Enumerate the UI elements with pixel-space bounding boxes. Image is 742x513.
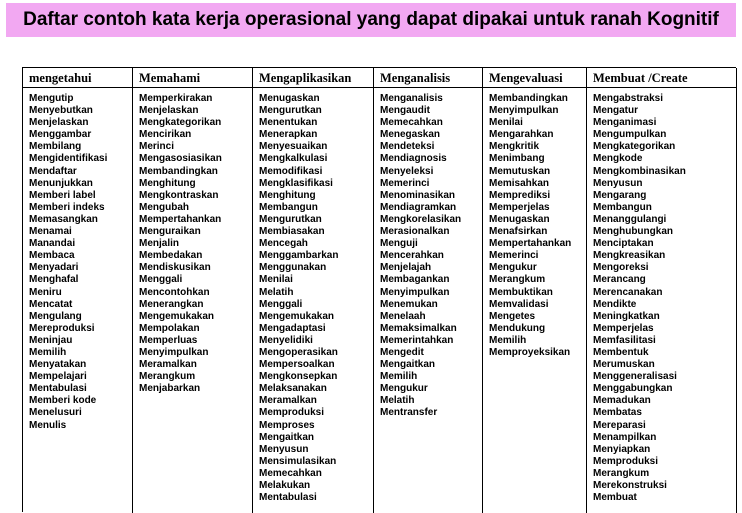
verb-item: Mempelajari [29, 371, 87, 383]
verb-item: Memproyeksikan [489, 346, 571, 358]
verb-item: Menemukan [380, 298, 438, 310]
verb-item: Menentukan [259, 117, 318, 129]
verb-item: Mengoreksi [593, 262, 649, 274]
verb-item: Memperjelas [489, 201, 550, 213]
verb-item: Memodifikasi [259, 165, 323, 177]
verb-item: Mengarahkan [489, 129, 554, 141]
verb-item: Mensimulasikan [259, 455, 337, 467]
verb-item: Merasionalkan [380, 226, 450, 238]
verb-item: Mengkombinasikan [593, 165, 686, 177]
verb-item: Mengubah [139, 201, 189, 213]
verb-item: Mengumpulkan [593, 129, 667, 141]
verb-item: Mencirikan [139, 129, 192, 141]
verb-item: Menghitung [139, 177, 196, 189]
verb-item: Mempolakan [139, 322, 200, 334]
verb-item: Memilih [29, 346, 67, 358]
verb-item: Mengkonsepkan [259, 371, 338, 383]
verb-item: Membiasakan [259, 226, 325, 238]
verb-item: Menafsirkan [489, 226, 548, 238]
verb-item: Menjelaskan [29, 117, 89, 129]
verb-item: Memerinci [489, 250, 539, 262]
verb-item: Membilang [29, 141, 82, 153]
verb-item: Menunjukkan [29, 177, 93, 189]
verb-item: Mendiagnosis [380, 153, 447, 165]
verb-item: Mengukur [380, 383, 428, 395]
verb-table [22, 67, 736, 512]
column-header: Mengaplikasikan [253, 68, 373, 88]
verb-item: Memecahkan [380, 117, 443, 129]
verb-item: Mempertahankan [139, 213, 222, 225]
verb-item: Membedakan [139, 250, 203, 262]
verb-list [23, 88, 132, 432]
verb-item: Menyeleksi [380, 165, 434, 177]
verb-item: Merekonstruksi [593, 480, 667, 491]
verb-item: Membandingkan [489, 93, 568, 104]
verb-item: Menilai [489, 117, 523, 129]
page-title-banner [6, 3, 736, 37]
verb-item: Menguji [380, 238, 418, 250]
verb-item: Menimbang [489, 153, 545, 165]
verb-item: Mengemukakan [259, 310, 335, 322]
verb-item: Menghitung [259, 189, 316, 201]
column-header: mengetahui [23, 68, 132, 88]
verb-item: Meniru [29, 286, 62, 298]
verb-item: Meninjau [29, 334, 73, 346]
verb-item: Mengutip [29, 93, 74, 104]
verb-list [253, 88, 373, 504]
verb-item: Mencatat [29, 298, 73, 310]
verb-item: Merancang [593, 274, 646, 286]
verb-item: Memproduksi [593, 455, 659, 467]
verb-item: Mengukur [489, 262, 537, 274]
verb-item: Mengkalkulasi [259, 153, 328, 165]
verb-item: Mengkontraskan [139, 189, 219, 201]
verb-item: Mencontohkan [139, 286, 210, 298]
verb-item: Merinci [139, 141, 175, 153]
verb-item: Mengasosiasikan [139, 153, 222, 165]
verb-item: Menerapkan [259, 129, 318, 141]
verb-item: Meningkatkan [593, 310, 660, 322]
verb-item: Memerintahkan [380, 334, 454, 346]
column-menganalisis [374, 68, 483, 513]
verb-item: Merangkum [489, 274, 546, 286]
verb-item: Menjelajah [380, 262, 432, 274]
verb-item: Mentabulasi [29, 383, 87, 395]
verb-item: Memberi indeks [29, 201, 105, 213]
verb-item: Mengarang [593, 189, 647, 201]
verb-item: Mendiagramkan [380, 201, 457, 213]
verb-item: Menyusun [593, 177, 643, 189]
verb-item: Mengulang [29, 310, 82, 322]
verb-item: Mengaitkan [380, 359, 436, 371]
verb-item: Menghubungkan [593, 226, 673, 238]
verb-item: Mengetes [489, 310, 536, 322]
verb-item: Menampilkan [593, 431, 657, 443]
verb-list [374, 88, 482, 420]
column-mengevaluasi [483, 68, 587, 513]
verb-item: Memberi kode [29, 395, 97, 407]
verb-item: Mengatur [593, 105, 638, 117]
verb-item: Menyusun [259, 443, 309, 455]
verb-item: Menjalin [139, 238, 180, 250]
verb-item: Mendiskusikan [139, 262, 211, 274]
verb-item: Menyelidiki [259, 334, 313, 346]
verb-item: Mengkategorikan [139, 117, 222, 129]
column-mengaplikasikan [253, 68, 374, 513]
verb-item: Menganimasi [593, 117, 657, 129]
verb-item: Menerangkan [139, 298, 204, 310]
verb-item: Mengedit [380, 346, 424, 358]
verb-item: Mengadaptasi [259, 322, 326, 334]
column-header: Menganalisis [374, 68, 482, 88]
verb-item: Menggambar [29, 129, 92, 141]
verb-item: Menggunakan [259, 262, 327, 274]
verb-item: Memperjelas [593, 322, 654, 334]
verb-item: Menggali [139, 274, 183, 286]
verb-item: Menyimpulkan [139, 346, 209, 358]
verb-item: Mengoperasikan [259, 346, 338, 358]
verb-item: Mentabulasi [259, 492, 317, 504]
verb-list [483, 88, 586, 359]
verb-item: Menanggulangi [593, 213, 667, 225]
verb-item: Mereproduksi [29, 322, 95, 334]
verb-item: Mengkode [593, 153, 643, 165]
verb-item: Membagankan [380, 274, 450, 286]
verb-item: Melaksanakan [259, 383, 327, 395]
verb-item: Mereparasi [593, 419, 646, 431]
verb-item: Memasangkan [29, 213, 98, 225]
verb-item: Membangun [259, 201, 318, 213]
verb-item: Menelaah [380, 310, 426, 322]
verb-item: Memberi label [29, 189, 96, 201]
column-header: Memahami [133, 68, 252, 88]
verb-item: Menguraikan [139, 226, 201, 238]
verb-item: Menggali [259, 298, 303, 310]
verb-item: Menjelaskan [139, 105, 199, 117]
verb-item: Menugaskan [489, 213, 550, 225]
verb-item: Mengurutkan [259, 213, 322, 225]
verb-item: Mendeteksi [380, 141, 435, 153]
verb-list [587, 88, 736, 504]
verb-item: Mengklasifikasi [259, 177, 333, 189]
verb-item: Memutuskan [489, 165, 551, 177]
verb-item: Mengkreasikan [593, 250, 666, 262]
column-header: Membuat /Create [587, 68, 736, 88]
verb-item: Mengkorelasikan [380, 213, 462, 225]
verb-item: Mendaftar [29, 165, 77, 177]
verb-item: Memperluas [139, 334, 198, 346]
verb-item: Menyesuaikan [259, 141, 328, 153]
verb-item: Mendikte [593, 298, 637, 310]
verb-item: Menamai [29, 226, 72, 238]
verb-item: Menilai [259, 274, 293, 286]
verb-item: Mencerahkan [380, 250, 444, 262]
verb-item: Mempersoalkan [259, 359, 335, 371]
verb-item: Merencanakan [593, 286, 663, 298]
verb-item: Menganalisis [380, 93, 443, 104]
verb-item: Mengaitkan [259, 431, 315, 443]
verb-item: Mengemukakan [139, 310, 215, 322]
verb-item: Menegaskan [380, 129, 441, 141]
verb-item: Mengidentifikasi [29, 153, 108, 165]
verb-item: Merumuskan [593, 359, 655, 371]
verb-item: Memaksimalkan [380, 322, 457, 334]
verb-item: Membuktikan [489, 286, 553, 298]
verb-item: Menyatakan [29, 359, 87, 371]
verb-item: Mentransfer [380, 407, 438, 419]
verb-item: Manandai [29, 238, 76, 250]
verb-item: Mengkritik [489, 141, 540, 153]
verb-item: Membaca [29, 250, 75, 262]
verb-item: Membangun [593, 201, 652, 213]
verb-list [133, 88, 252, 395]
column-mengetahui [23, 68, 133, 513]
verb-item: Memprediksi [489, 189, 551, 201]
verb-item: Menyadari [29, 262, 79, 274]
verb-item: Memadukan [593, 395, 651, 407]
verb-item: Memproduksi [259, 407, 325, 419]
verb-item: Menggabungkan [593, 383, 673, 395]
verb-item: Menelusuri [29, 407, 82, 419]
verb-item: Memisahkan [489, 177, 550, 189]
verb-item: Mendukung [489, 322, 546, 334]
verb-item: Mencegah [259, 238, 308, 250]
column-membuat [587, 68, 737, 513]
verb-item: Menggambarkan [259, 250, 339, 262]
verb-item: Memperkirakan [139, 93, 213, 104]
verb-item: Memvalidasi [489, 298, 549, 310]
verb-item: Meramalkan [139, 359, 197, 371]
verb-item: Melatih [259, 286, 294, 298]
verb-item: Mengabstraksi [593, 93, 664, 104]
verb-item: Menulis [29, 419, 67, 431]
verb-item: Merangkum [593, 467, 650, 479]
verb-item: Menugaskan [259, 93, 320, 104]
verb-item: Meramalkan [259, 395, 317, 407]
verb-item: Membandingkan [139, 165, 218, 177]
verb-item: Memecahkan [259, 467, 322, 479]
column-memahami [133, 68, 253, 513]
verb-item: Menciptakan [593, 238, 654, 250]
verb-item: Membatas [593, 407, 642, 419]
verb-item: Menghafal [29, 274, 79, 286]
page-title: Daftar contoh kata kerja operasional yang dapat dipakai untuk ranah Kognitif [23, 9, 719, 30]
verb-item: Memilih [380, 371, 418, 383]
verb-item: Memfasilitasi [593, 334, 656, 346]
verb-item: Mengkategorikan [593, 141, 676, 153]
verb-item: Menggeneralisasi [593, 371, 677, 383]
verb-item: Menyebutkan [29, 105, 93, 117]
column-header: Mengevaluasi [483, 68, 586, 88]
verb-item: Memilih [489, 334, 527, 346]
verb-item: Memerinci [380, 177, 430, 189]
verb-item: Membentuk [593, 346, 649, 358]
verb-item: Mengaudit [380, 105, 430, 117]
verb-item: Menominasikan [380, 189, 456, 201]
verb-item: Merangkum [139, 371, 196, 383]
verb-item: Memproses [259, 419, 315, 431]
verb-item: Menjabarkan [139, 383, 201, 395]
verb-item: Menyimpulkan [380, 286, 450, 298]
verb-item: Membuat [593, 492, 637, 504]
verb-item: Menyimpulkan [489, 105, 559, 117]
verb-item: Melatih [380, 395, 415, 407]
verb-item: Melakukan [259, 480, 311, 491]
verb-item: Mempertahankan [489, 238, 572, 250]
verb-item: Mengurutkan [259, 105, 322, 117]
verb-item: Menyiapkan [593, 443, 651, 455]
